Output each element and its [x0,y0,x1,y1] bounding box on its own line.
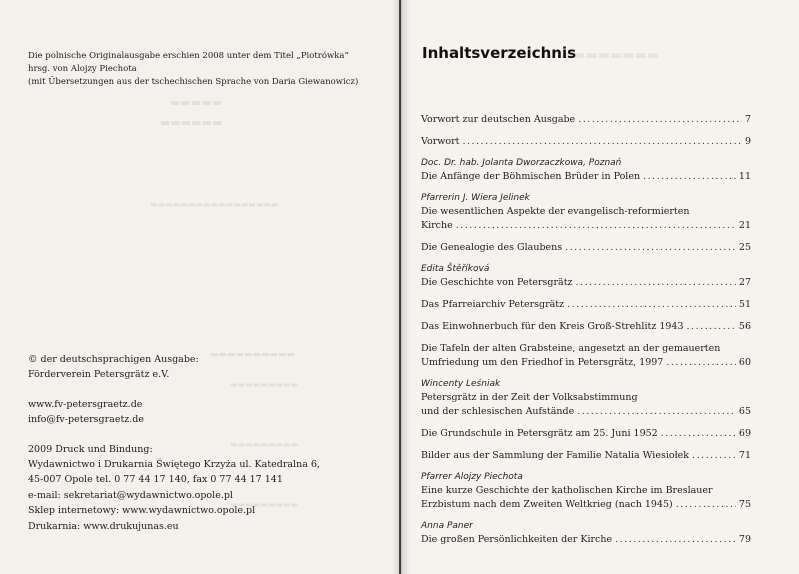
toc-entry [421,241,751,255]
printing-line: 45-007 Opole tel. 0 77 44 17 140, fax 0 77 44 17 141 [28,474,283,486]
toc-page-number: 65 [738,406,751,417]
toc-author: Pfarrer Alojzy Piechota [421,472,523,482]
toc-page-number: 75 [738,499,751,510]
toc-line [421,219,751,233]
toc-page-number: 9 [744,136,751,147]
toc-line [421,241,751,255]
toc-entry-title: Vorwort zur deutschen Ausgabe [421,114,576,125]
toc-page-number: 7 [744,114,751,125]
toc-entry [421,113,751,127]
toc-entry [421,157,751,184]
toc-entry [421,298,751,312]
dot-leader [643,170,736,184]
printing-line: e-mail: sekretariat@wydawnictwo.opole.pl [28,489,233,501]
imprint-line: Die polnische Originalausgabe erschien 2008 unter dem Titel „Piotrówka“ [28,51,349,61]
table-of-contents [421,113,751,555]
show-through-mark: ▬▬▬▬▬▬▬▬▬ [230,440,299,449]
dot-leader [462,135,741,149]
website-link: www.fv-petersgraetz.de [28,398,143,410]
toc-page-number: 79 [738,534,751,545]
toc-page-number: 21 [738,220,751,231]
toc-entry-title: Eine kurze Geschichte der katholischen Kirche im Breslauer [421,485,713,496]
toc-entry-title: Petersgrätz in der Zeit der Volksabstimmung [421,392,638,403]
toc-page-number: 60 [738,357,751,368]
toc-entry-title: und der schlesischen Aufstände [421,406,575,417]
dot-leader [576,276,736,290]
imprint-line: hrsg. von Alojzy Piechota [28,64,137,74]
dot-leader [567,298,736,312]
toc-entry [421,471,751,512]
toc-line [421,356,751,370]
toc-line [421,427,751,441]
toc-entry-title: Die großen Persönlichkeiten der Kirche [421,534,613,545]
printing-line: Drukarnia: www.drukujunas.eu [28,520,179,532]
dot-leader [687,320,736,334]
toc-page-number: 71 [738,450,751,461]
printing-line: 2009 Druck und Bindung: [28,443,153,455]
toc-entry-title: Die Grundschule in Petersgrätz am 25. Juni 1952 [421,428,658,439]
toc-author: Edita Štěříková [421,264,490,274]
toc-page-number: 11 [738,171,751,182]
toc-line [421,498,751,512]
dot-leader [577,405,736,419]
toc-line [421,405,751,419]
dot-leader [578,113,742,127]
toc-entry [421,427,751,441]
toc-author: Pfarrerin J. Wiera Jelinek [421,193,530,203]
dot-leader [615,533,736,547]
toc-entry-title: Das Einwohnerbuch für den Kreis Groß-Strehlitz 1943 [421,321,684,332]
toc-entry-title: Vorwort [421,136,460,147]
printing-line: Wydawnictwo i Drukarnia Świętego Krzyża ul. Katedralna 6, [28,459,320,471]
toc-entry-title: Die Geschichte von Petersgrätz [421,277,573,288]
toc-line [421,135,751,149]
left-page [0,0,399,574]
toc-line [421,276,751,290]
toc-entry-title: Bilder aus der Sammlung der Familie Natalia Wiesiołek [421,450,690,461]
toc-entry [421,135,751,149]
dot-leader [666,356,736,370]
publisher-name: Förderverein Petersgrätz e.V. [28,369,170,381]
imprint-line: (mit Übersetzungen aus der tschechischen Sprache von Daria Giewanowicz) [28,77,359,87]
printing-line: Sklep internetowy: www.wydawnictwo.opole.pl [28,505,256,517]
toc-entry [421,449,751,463]
toc-page-number: 69 [738,428,751,439]
email-link: info@fv-petersgraetz.de [28,414,144,426]
dot-leader [692,449,736,463]
dot-leader [565,241,736,255]
toc-entry [421,192,751,233]
toc-line [421,320,751,334]
toc-entry-title: Die Genealogie des Glaubens [421,242,563,253]
toc-entry-title: Das Pfarreiarchiv Petersgrätz [421,299,565,310]
toc-page-number: 51 [738,299,751,310]
show-through-mark: ▬▬▬▬▬▬▬▬▬ [230,500,299,509]
toc-page-number: 25 [738,242,751,253]
imprint-block [28,352,320,534]
copyright-line: © der deutschsprachigen Ausgabe: [28,354,199,365]
dot-leader [661,427,736,441]
dot-leader [676,498,736,512]
book-gutter [392,0,410,574]
toc-line [421,449,751,463]
original-edition-note [28,50,358,89]
show-through-mark: ▬▬▬▬▬▬▬▬▬▬▬▬▬▬▬▬▬ [150,200,279,209]
toc-line [421,113,751,127]
toc-entry-title: Die Tafeln der alten Grabsteine, angesetzt an der gemauerten [421,343,721,354]
toc-title: Inhaltsverzeichnis [422,44,577,62]
toc-line [421,533,751,547]
toc-entry [421,520,751,547]
toc-entry-title: Die Anfänge der Böhmischen Brüder in Polen [421,171,641,182]
toc-line [421,170,751,184]
toc-author: Wincenty Leśniak [421,379,501,389]
show-through-mark: ▬▬▬▬▬▬▬▬▬▬ [210,350,296,360]
show-through-mark: ▬▬▬▬▬▬▬▬▬ [230,380,299,389]
toc-entry [421,378,751,419]
toc-line [421,298,751,312]
toc-author: Anna Paner [421,521,473,531]
toc-entry-title: Kirche [421,220,453,231]
toc-entry-title: Erzbistum nach dem Zweiten Weltkrieg (nach 1945) [421,499,673,510]
toc-entry-title: Umfriedung um den Friedhof in Petersgrätz, 1997 [421,357,664,368]
show-through-mark: ▬▬▬▬▬ [170,96,222,109]
show-through-mark: ▬▬▬▬▬▬▬▬ [561,48,660,63]
toc-entry [421,320,751,334]
toc-page-number: 56 [738,321,751,332]
show-through-mark: ▬▬▬▬▬▬ [160,116,223,129]
toc-entry-title: Die wesentlichen Aspekte der evangelisch-reformierten [421,206,690,217]
toc-page-number: 27 [738,277,751,288]
toc-author: Doc. Dr. hab. Jolanta Dworzaczkowa, Poznań [421,158,622,168]
dot-leader [456,219,736,233]
toc-entry [421,263,751,290]
toc-entry [421,342,751,370]
